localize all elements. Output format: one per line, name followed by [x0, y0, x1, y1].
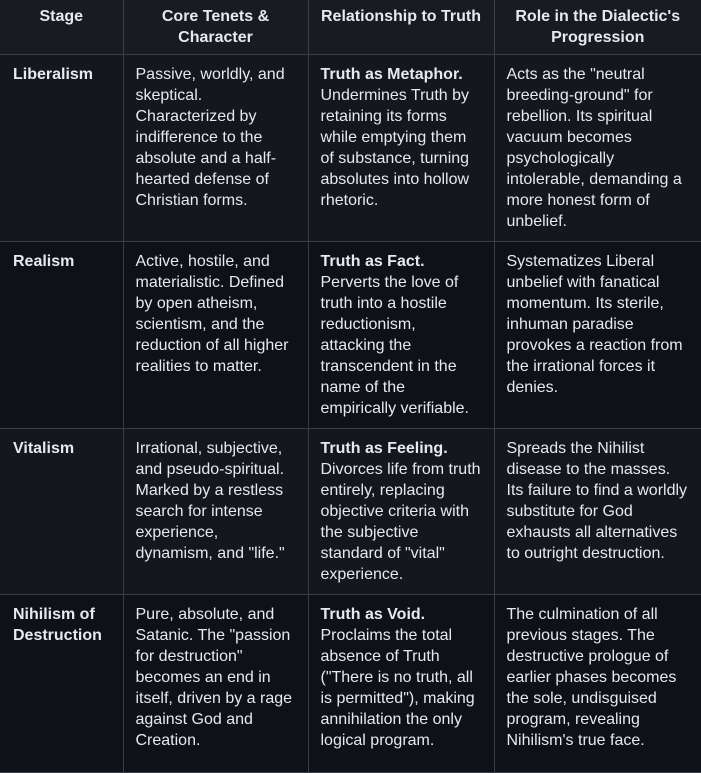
stage-cell: Liberalism — [0, 55, 123, 242]
stage-cell: Realism — [0, 242, 123, 429]
truth-label: Truth as Void. — [320, 606, 426, 623]
truth-text: Perverts the love of truth into a hostile reductionism, attacking the transcendent in the name of the empirically verifiable. — [320, 274, 469, 417]
stage-cell: Nihilism of Destruction — [0, 595, 123, 773]
tenets-cell: Passive, worldly, and skeptical. Characterized by indifference to the absolute and a half-hearted defense of Christian forms. — [123, 55, 308, 242]
truth-cell — [308, 55, 494, 242]
header-relationship-to-truth: Relationship to Truth — [308, 0, 494, 55]
role-cell: Systematizes Liberal unbelief with fanatical momentum. Its sterile, inhuman paradise provokes a reaction from the irrational forces it denies. — [494, 242, 701, 429]
truth-cell — [308, 429, 494, 595]
stage-cell: Vitalism — [0, 429, 123, 595]
truth-label: Truth as Fact. — [320, 253, 425, 270]
table-row — [0, 595, 701, 773]
tenets-cell: Pure, absolute, and Satanic. The "passion for destruction" becomes an end in itself, driven by a rage against God and Creation. — [123, 595, 308, 773]
role-cell: Acts as the "neutral breeding-ground" for rebellion. Its spiritual vacuum becomes psychologically intolerable, demanding a more honest form of unbelief. — [494, 55, 701, 242]
table-row — [0, 242, 701, 429]
truth-cell — [308, 242, 494, 429]
truth-text: Divorces life from truth entirely, replacing objective criteria with the subjective standard of "vital" experience. — [320, 461, 481, 583]
tenets-cell: Irrational, subjective, and pseudo-spiritual. Marked by a restless search for intense experience, dynamism, and "life." — [123, 429, 308, 595]
header-stage: Stage — [0, 0, 123, 55]
role-cell: Spreads the Nihilist disease to the masses. Its failure to find a worldly substitute for God exhausts all alternatives to outright destruction. — [494, 429, 701, 595]
role-cell: The culmination of all previous stages. The destructive prologue of earlier phases becomes the sole, undisguised program, revealing Nihilism's true face. — [494, 595, 701, 773]
truth-text: Proclaims the total absence of Truth ("There is no truth, all is permitted"), making annihilation the only logical program. — [320, 627, 475, 749]
truth-text: Undermines Truth by retaining its forms while emptying them of substance, turning absolutes into hollow rhetoric. — [320, 87, 470, 209]
truth-cell — [308, 595, 494, 773]
header-role-in-dialectic: Role in the Dialectic's Progression — [494, 0, 701, 55]
header-row — [0, 0, 701, 55]
table-row — [0, 55, 701, 242]
truth-label: Truth as Feeling. — [320, 440, 448, 457]
table-row — [0, 429, 701, 595]
tenets-cell: Active, hostile, and materialistic. Defined by open atheism, scientism, and the reduction of all higher realities to matter. — [123, 242, 308, 429]
header-core-tenets: Core Tenets & Character — [123, 0, 308, 55]
truth-label: Truth as Metaphor. — [320, 66, 463, 83]
